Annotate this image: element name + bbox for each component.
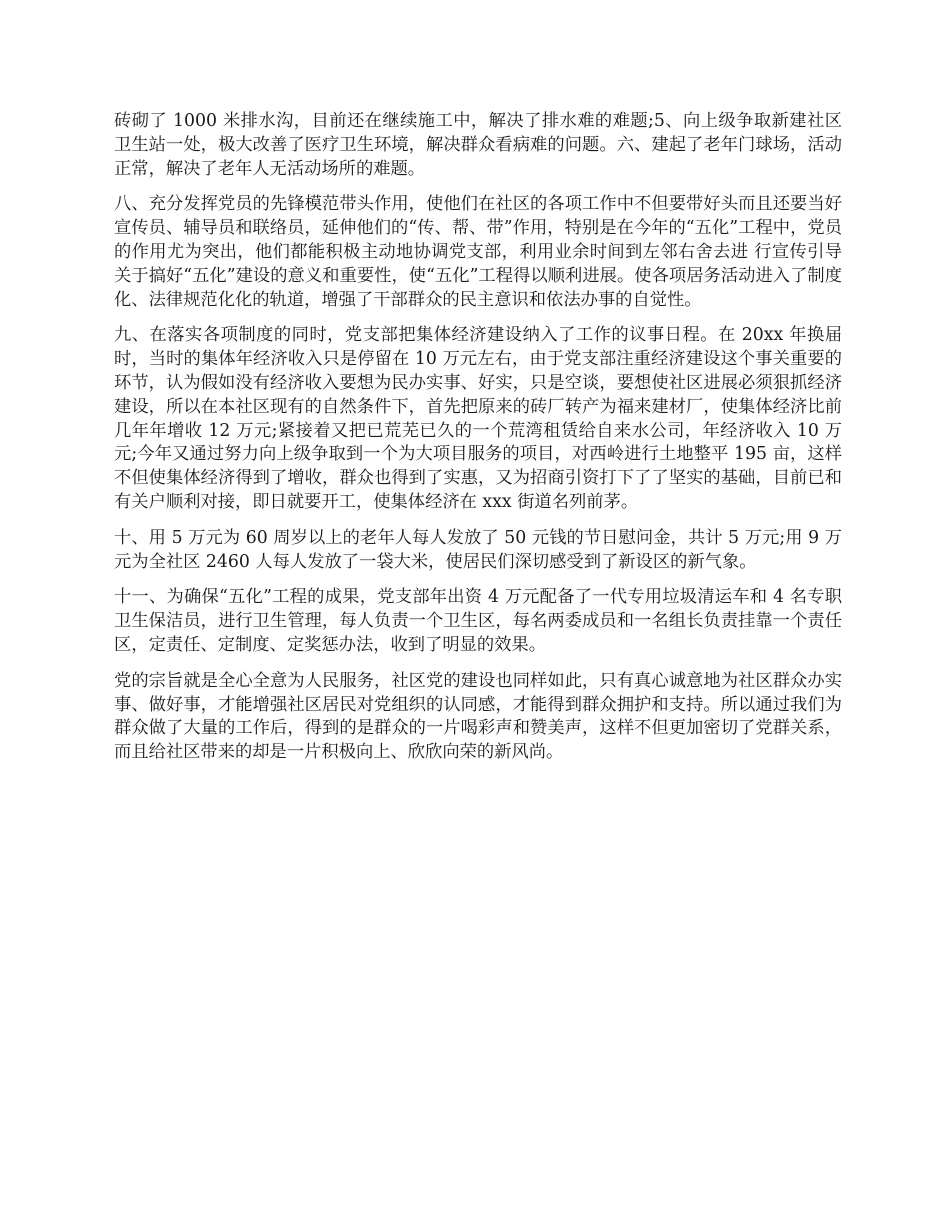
paragraph-conclusion: 党的宗旨就是全心全意为人民服务，社区党的建设也同样如此，只有真心诚意地为社区群众办实事、做好事，才能增强社区居民对党组织的认同感，才能得到群众拥护和支持。所以通过我们为群众做了大量的工作后，得到的是群众的一片喝彩声和赞美声，这样不但更加密切了党群关系，而且给社区带来的却是一片积极向上、欣欣向荣的新风尚。	[114, 670, 842, 763]
document-body	[114, 110, 842, 777]
paragraph-collective-economy: 九、在落实各项制度的同时，党支部把集体经济建设纳入了工作的议事日程。在 20xx 年换届时，当时的集体年经济收入只是停留在 10 万元左右，由于党支部注重经济建设这个事关重要的环节，认为假如没有经济收入要想为民办实事、好实，只是空谈，要想使社区进展必须狠抓经济建设，所以在本社区现有的自然条件下，首先把原来的砖厂转产为福来建材厂，使集体经济比前几年年增收 12 万元;紧接着又把已荒芜已久的一个荒湾租赁给自来水公司，年经济收入 10 万元;今年又通过努力向上级争取到一个为大项目服务的项目，对西岭进行土地整平 195 亩，这样不但使集体经济得到了增收，群众也得到了实惠，又为招商引资打下了了坚实的基础，目前已和有关户顺利对接，即日就要开工，使集体经济在 xxx 街道名列前茅。	[114, 325, 842, 512]
paragraph-elderly-benefits: 十、用 5 万元为 60 周岁以上的老年人每人发放了 50 元钱的节日慰问金，共计 5 万元;用 9 万元为全社区 2460 人每人发放了一袋大米，使居民们深切感受到了新设区的新气象。	[114, 527, 842, 572]
paragraph-drainage-clinic-gateball: 砖砌了 1000 米排水沟，目前还在继续施工中，解决了排水难的难题;5、向上级争取新建社区卫生站一处，极大改善了医疗卫生环境，解决群众看病难的问题。六、建起了老年门球场，活动正常，解决了老年人无活动场所的难题。	[114, 111, 842, 179]
paragraph-sanitation: 十一、为确保“五化”工程的成果，党支部年出资 4 万元配备了一代专用垃圾清运车和 4 名专职卫生保洁员，进行卫生管理，每人负责一个卫生区，每名两委成员和一名组长负责挂靠一个责任区，定责任、定制度、定奖惩办法，收到了明显的效果。	[114, 587, 842, 655]
paragraph-party-members-role: 八、充分发挥党员的先锋模范带头作用，使他们在社区的各项工作中不但要带好头而且还要当好宣传员、辅导员和联络员，延伸他们的“传、帮、带”作用，特别是在今年的“五化”工程中，党员的作用尤为突出，他们都能积极主动地协调党支部，利用业余时间到左邻右舍去进 行宣传引导关于搞好“五化”建设的意义和重要性，使“五化”工程得以顺利进展。使各项居务活动进入了制度化、法律规范化化的轨道，增强了干部群众的民主意识和依法办事的自觉性。	[114, 194, 842, 310]
